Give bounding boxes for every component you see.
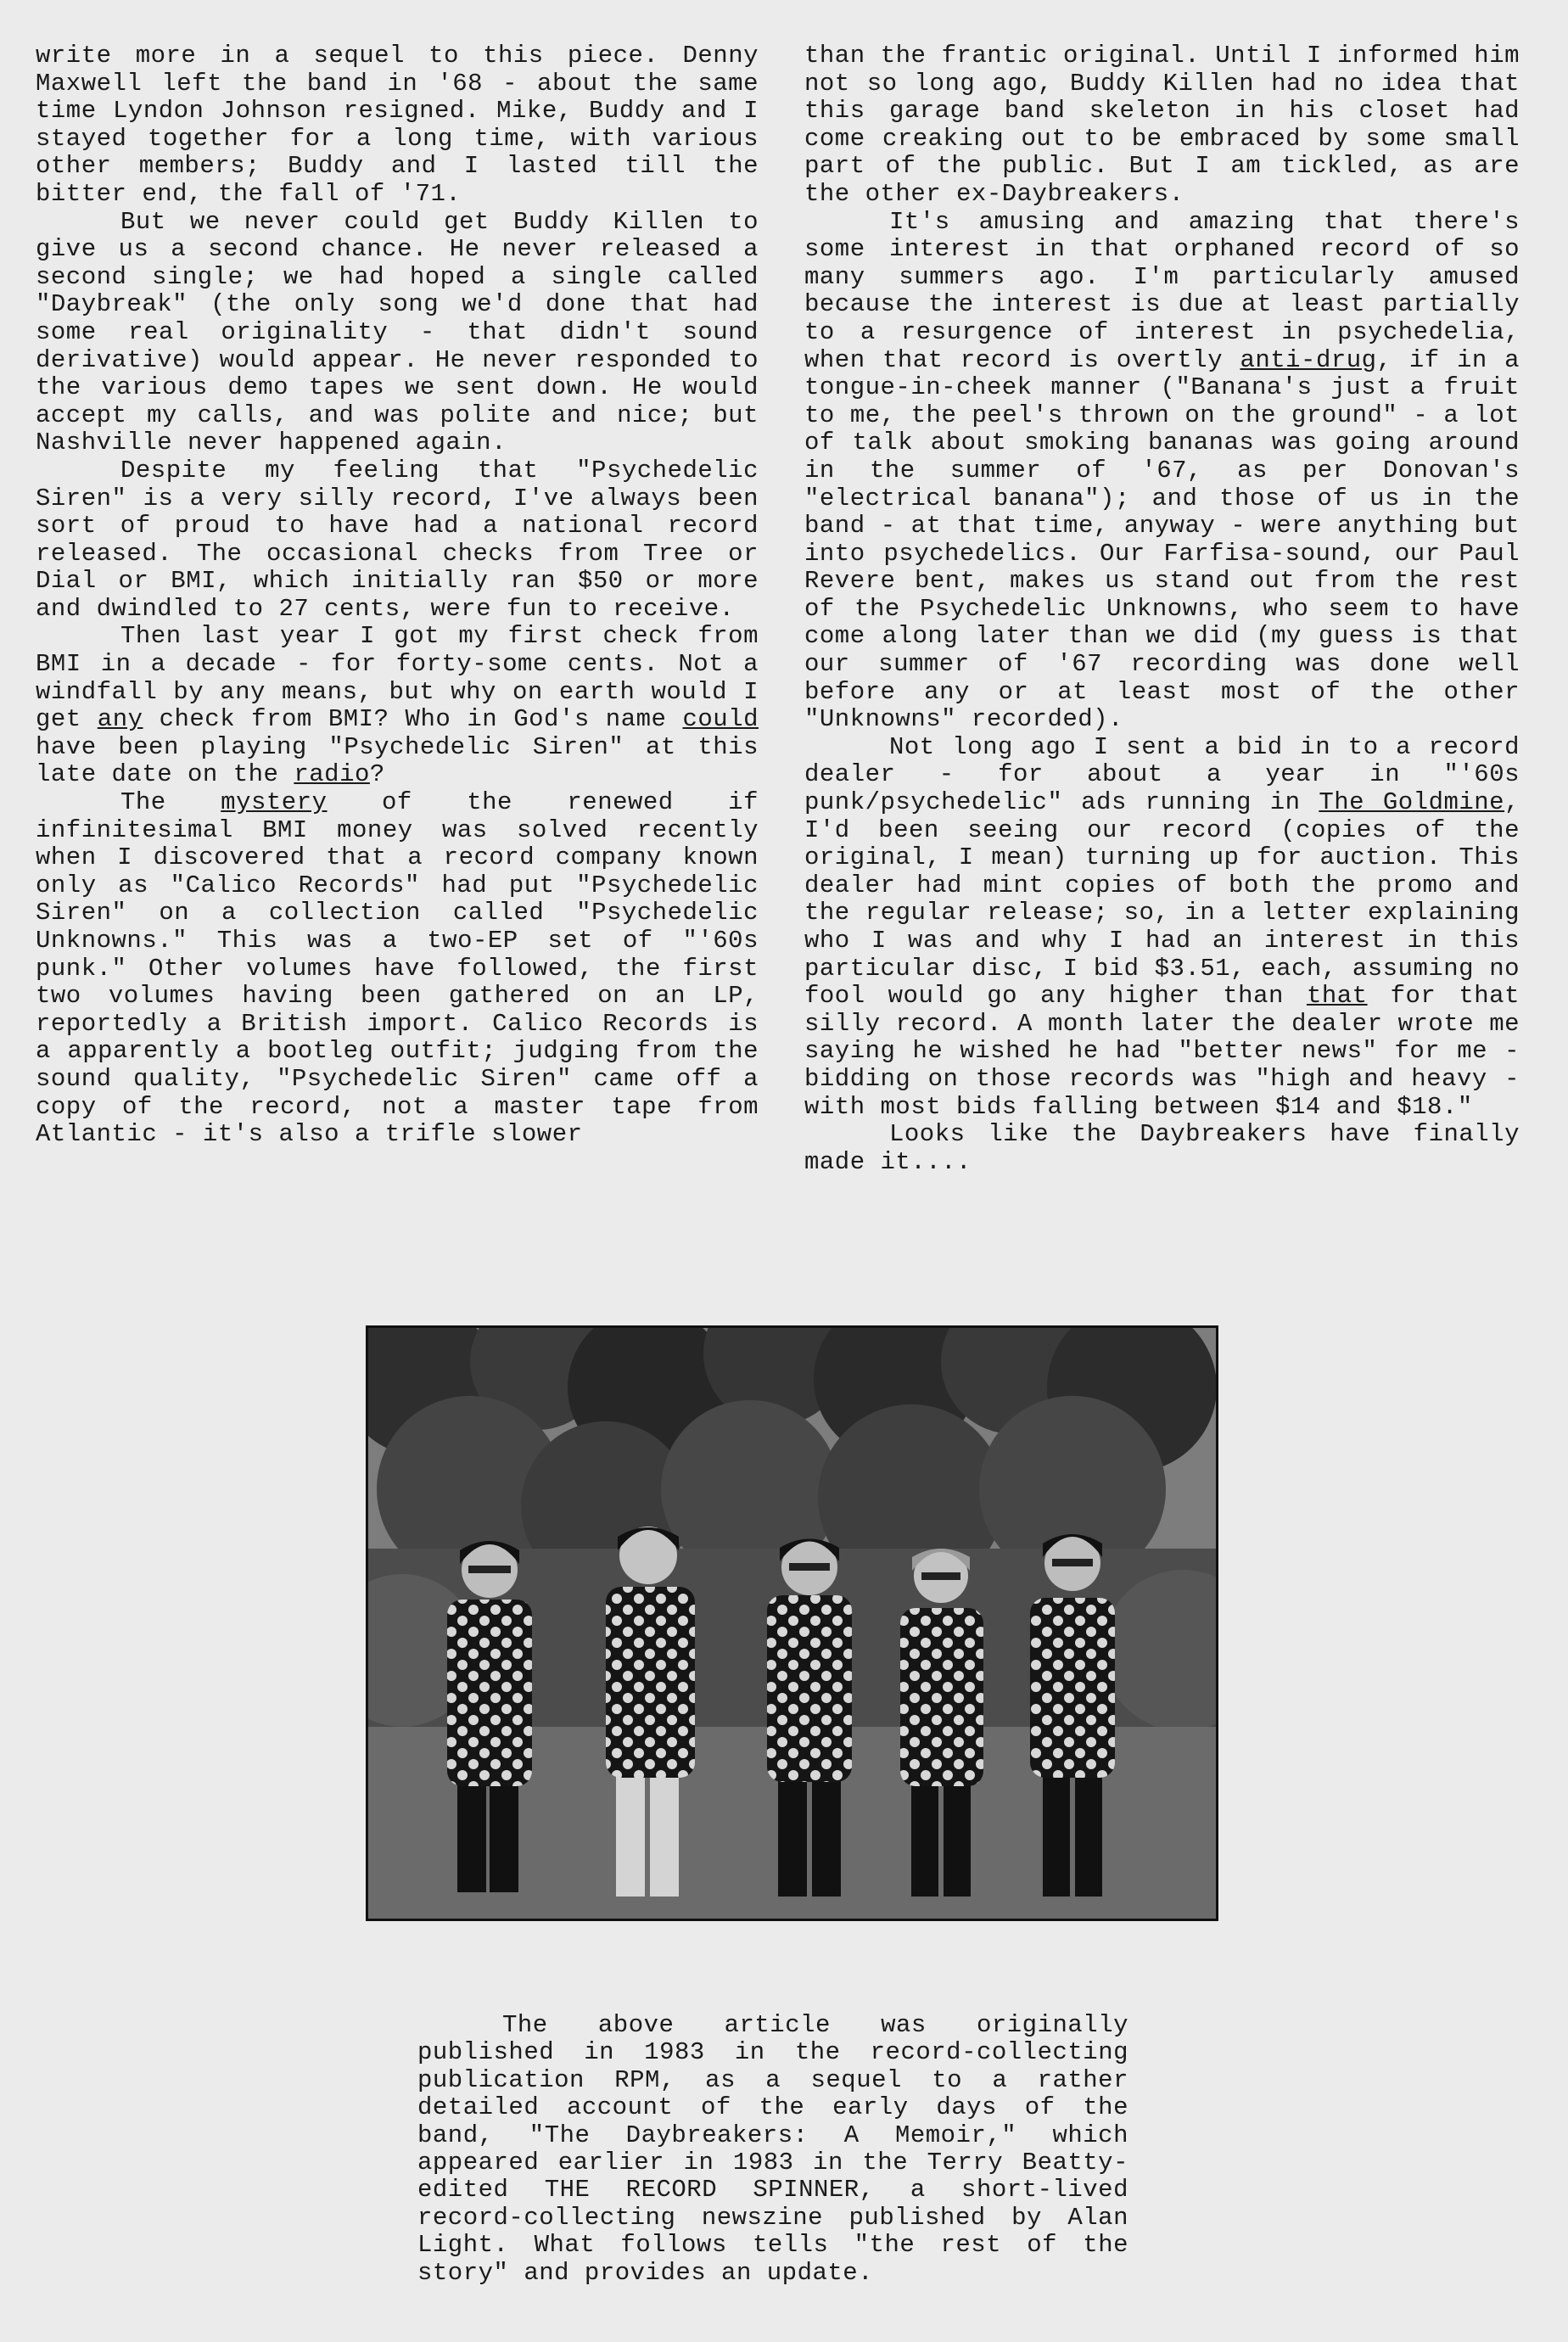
left-column bbox=[36, 42, 759, 1149]
right-paragraph-2 bbox=[804, 209, 1520, 734]
right-paragraph-1: than the frantic original. Until I informed him not so long ago, Buddy Killen had no idea that this garage band skeleton in his closet had come creaking out to be embraced by some small part of the public. But I am tickled, as are the other ex-Daybreakers. bbox=[804, 42, 1520, 208]
text-run: check from BMI? Who in God's name bbox=[143, 705, 683, 734]
text-run: The bbox=[120, 788, 221, 817]
underlined-word: that bbox=[1306, 982, 1368, 1011]
underlined-word: anti-drug bbox=[1240, 345, 1377, 374]
right-column bbox=[804, 42, 1520, 1176]
text-run: ? bbox=[369, 760, 385, 789]
left-paragraph-3: Despite my feeling that "Psychedelic Siren" is a very silly record, I've always been sort of proud to have had a national record released. The occasional checks from Tree or Dial or BMI, which initially ran $50 or more and dwindled to 27 cents, were fun to receive. bbox=[36, 456, 759, 623]
left-paragraph-5 bbox=[36, 789, 759, 1149]
left-paragraph-4 bbox=[36, 623, 759, 789]
left-paragraph-2: But we never could get Buddy Killen to give us a second chance. He never released a second single; we had hoped a single called "Daybreak" (the only song we'd done that had some real originality - that didn't sound derivative) would appear. He never responded to the various demo tapes we sent down. He would accept my calls, and was polite and nice; but Nashville never happened again. bbox=[36, 207, 759, 457]
underlined-word: mystery bbox=[221, 788, 328, 817]
underlined-word: any bbox=[97, 705, 143, 734]
band-photo-illustration bbox=[368, 1328, 1216, 1919]
caption-text: The above article was originally published in 1983 in the record-collecting publication RPM, as a sequel to a rather detailed account of the early days of the band, "The Daybreakers: A Memoir," which appeared earlier in 1983 in the Terry Beatty-edited THE RECORD SPINNER, a short-lived record-collecting newszine published by Alan Light. What follows tells "the rest of the story" and provides an update. bbox=[417, 2011, 1128, 2287]
right-paragraph-4: Looks like the Daybreakers have finally made it.... bbox=[804, 1120, 1520, 1176]
band-photo bbox=[366, 1325, 1218, 1921]
underlined-title: The Goldmine bbox=[1319, 788, 1505, 817]
text-run: , I'd been seeing our record (copies of the original, I mean) turning up for auction. This dealer had mint copies of both the promo and the regular release; so, in a letter explaining who I was and why I had an interest in this particular disc, I bid $3.51, each, assuming no fool would go any higher than bbox=[804, 788, 1520, 1011]
text-run: have been playing "Psychedelic Siren" at this late date on the bbox=[36, 732, 759, 789]
text-run: , if in a tongue-in-cheek manner ("Banana's just a fruit to me, the peel's thrown on the ground" - a lot of talk about smoking bananas was going around in the summer of '67, as per Donovan's "electrical banana"); and those of us in the band - at that time, anyway - were anything but into psychedelics. Our Farfisa-sound, our Paul Revere bent, makes us stand out from the rest of the Psychedelic Unknowns, who seem to have come along later than we did (my guess is that our summer of '67 recording was done well before any or at least most of the other "Unknowns" recorded). bbox=[804, 345, 1520, 734]
caption bbox=[417, 2012, 1128, 2287]
text-run: Not long ago I sent a bid in to a record dealer - for about a year in "'60s punk/psychedelic" ads running in bbox=[804, 732, 1520, 817]
text-run: Then last year I got my first check from BMI in a decade - for forty-some cents. Not a windfall by any means, but why on earth would I get bbox=[36, 622, 759, 734]
underlined-word: could bbox=[682, 705, 759, 734]
left-paragraph-1: write more in a sequel to this piece. Denny Maxwell left the band in '68 - about the same time Lyndon Johnson resigned. Mike, Buddy and I stayed together for a long time, with various other members; Buddy and I lasted till the bitter end, the fall of '71. bbox=[36, 42, 759, 208]
text-run: for that silly record. A month later the dealer wrote me saying he wished he had "better news" for me - bidding on those records was "high and heavy - with most bids falling between $14 and $18." bbox=[804, 982, 1520, 1121]
text-run: It's amusing and amazing that there's some interest in that orphaned record of so many summers ago. I'm particularly amused because the interest is due at least partially to a resurgence of interest in psychedelia, when that record is overtly bbox=[804, 207, 1520, 374]
text-run: of the renewed if infinitesimal BMI money was solved recently when I discovered that a record company known only as "Calico Records" had put "Psychedelic Siren" on a collection called "Psychedelic Unknowns." This was a two-EP set of "'60s punk." Other volumes have followed, the first two volumes having been gathered on an LP, reportedly a British import. Calico Records is a apparently a bootleg outfit; judging from the sound quality, "Psychedelic Siren" came off a copy of the record, not a master tape from Atlantic - it's also a trifle slower bbox=[36, 788, 759, 1149]
right-paragraph-3 bbox=[804, 734, 1520, 1121]
underlined-word: radio bbox=[294, 760, 370, 789]
